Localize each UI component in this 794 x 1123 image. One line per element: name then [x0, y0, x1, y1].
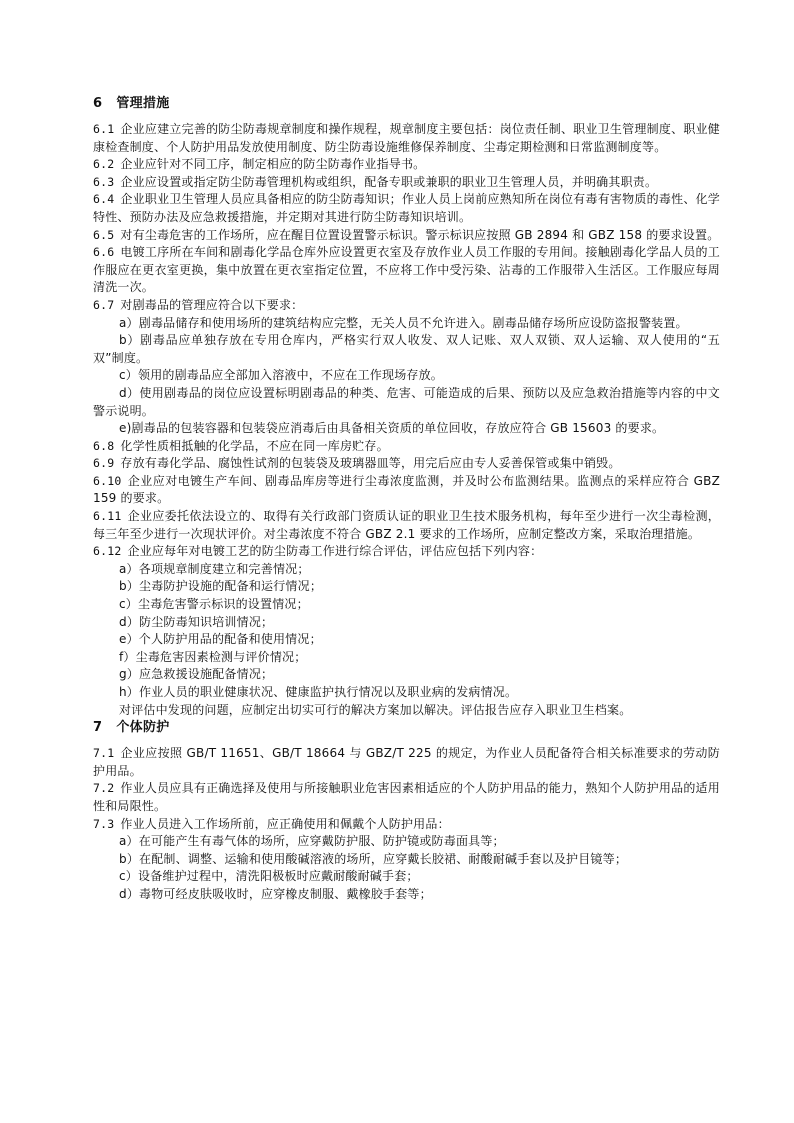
clause-6-6 — [93, 244, 720, 297]
clause-6-1 — [93, 121, 720, 156]
document-page — [93, 95, 720, 904]
clause-6-12 — [93, 543, 720, 561]
clause-text: 企业应建立完善的防尘防毒规章制度和操作规程，规章制度主要包括：岗位责任制、职业卫生管理制度、职业健康检查制度、个人防护用品发放使用制度、防尘防毒设施维修保养制度、尘毒定期检测和日常监测制度等。 — [93, 122, 720, 154]
clause-6-2 — [93, 156, 720, 174]
list-item: c）设备维护过程中，清洗阳极板时应戴耐酸耐碱手套； — [119, 869, 419, 884]
clause-text: 对有尘毒危害的工作场所，应在醒目位置设置警示标识。警示标识应按照 GB 2894 和 GBZ 158 的要求设置。 — [120, 227, 720, 242]
clause-6-3 — [93, 174, 720, 192]
section-7-heading — [93, 719, 720, 737]
list-item: h）作业人员的职业健康状况、健康监护执行情况以及职业病的发病情况。 — [119, 685, 518, 699]
clause-number: 6.11 — [93, 509, 122, 524]
list-item: d）防尘防毒知识培训情况； — [119, 614, 274, 629]
clause-text: 化学性质相抵触的化学品，不应在同一库房贮存。 — [120, 438, 389, 453]
clause-number: 6.7 — [93, 297, 115, 312]
clause-7-3 — [93, 816, 720, 834]
clause-text: 作业人员进入工作场所前，应正确使用和佩戴个人防护用品： — [120, 816, 450, 831]
clause-number: 6.9 — [93, 456, 115, 471]
clause-number: 6.4 — [93, 192, 115, 207]
clause-number: 6.1 — [93, 122, 115, 136]
clause-text: 对剧毒品的管理应符合以下要求： — [120, 297, 304, 312]
list-item: b）剧毒品应单独存放在专用仓库内，严格实行双人收发、双人记账、双人双锁、双人运输、双人使用的“五双”制度。 — [93, 333, 720, 365]
clause-text: 企业应按照 GB/T 11651、GB/T 18664 与 GBZ/T 225 的规定，为作业人员配备符合相关标准要求的劳动防护用品。 — [93, 746, 720, 778]
list-item: b）尘毒防护设施的配备和运行情况； — [119, 579, 323, 594]
clause-number: 6.5 — [93, 227, 115, 242]
clause-text: 企业应设置或指定防尘防毒管理机构或组织，配备专职或兼职的职业卫生管理人员，并明确其职责。 — [120, 174, 658, 189]
list-item: e)剧毒品的包装容器和包装袋应消毒后由具备相关资质的单位回收，存放应符合 GB 15603 的要求。 — [119, 421, 665, 436]
clause-6-9 — [93, 455, 720, 473]
list-item: b）在配制、调整、运输和使用酸碱溶液的场所，应穿戴长胶裙、耐酸耐碱手套以及护目镜等； — [119, 851, 628, 866]
list-item: g）应急救援设施配备情况； — [119, 667, 274, 682]
clause-6-7 — [93, 297, 720, 315]
list-item: a）各项规章制度建立和完善情况； — [119, 561, 310, 576]
clause-number: 7.3 — [93, 816, 115, 831]
list-item: a）在可能产生有毒气体的场所，应穿戴防护服、防护镜或防毒面具等； — [119, 834, 505, 849]
clause-text: 企业应对电镀生产车间、剧毒品库房等进行尘毒浓度监测，并及时公布监测结果。监测点的采样应符合 GBZ 159 的要求。 — [93, 473, 720, 506]
clause-number: 6.3 — [93, 174, 115, 189]
clause-number: 7.1 — [93, 746, 115, 761]
section-title: 管理措施 — [116, 96, 170, 111]
section-6-heading — [93, 95, 720, 113]
section-number: 7 — [93, 720, 103, 736]
list-item: c）领用的剧毒品应全部加入溶液中，不应在工作现场存放。 — [119, 368, 443, 383]
clause-text: 企业应每年对电镀工艺的防尘防毒工作进行综合评估，评估应包括下列内容： — [127, 544, 543, 559]
clause-number: 6.12 — [93, 544, 122, 559]
clause-text: 企业应委托依法设立的、取得有关行政部门资质认证的职业卫生技术服务机构，每年至少进行一次尘毒检测，每三年至少进行一次现状评价。对尘毒浓度不符合 GBZ 2.1 要求的工作场所，应制定整改方案，采取治理措施。 — [93, 509, 720, 541]
clause-text: 电镀工序所在车间和剧毒化学品仓库外应设置更衣室及存放作业人员工作服的专用间。接触剧毒化学品人员的工作服应在更衣室更换，集中放置在更衣室指定位置，不应将工作中受污染、沾毒的工作服带入生活区。工作服应每周清洗一次。 — [93, 245, 720, 295]
list-item: c）尘毒危害警示标识的设置情况； — [119, 597, 309, 612]
clause-number: 6.10 — [93, 473, 122, 488]
section-title: 个体防护 — [116, 720, 170, 736]
clause-text: 作业人员应具有正确选择及使用与所接触职业危害因素相适应的个人防护用品的能力，熟知个人防护用品的适用性和局限性。 — [93, 781, 720, 813]
clause-6-4 — [93, 191, 720, 226]
clause-6-11 — [93, 508, 720, 543]
list-item: e）个人防护用品的配备和使用情况； — [119, 632, 322, 647]
clause-7-1 — [93, 745, 720, 780]
clause-number: 7.2 — [93, 781, 115, 796]
clause-number: 6.6 — [93, 245, 115, 260]
clause-6-5 — [93, 227, 720, 245]
clause-text: 企业应针对不同工序，制定相应的防尘防毒作业指导书。 — [120, 157, 426, 172]
section-number: 6 — [93, 96, 103, 111]
clause-6-8 — [93, 438, 720, 456]
clause-number: 6.8 — [93, 438, 115, 453]
list-item: a）剧毒品储存和使用场所的建筑结构应完整，无关人员不允许进入。剧毒品储存场所应设防盗报警装置。 — [119, 315, 688, 330]
list-item: d）毒物可经皮肤吸收时，应穿橡皮制服、戴橡胶手套等； — [119, 886, 432, 901]
clause-7-2 — [93, 780, 720, 815]
clause-6-10 — [93, 473, 720, 508]
clause-text: 企业职业卫生管理人员应具备相应的防尘防毒知识；作业人员上岗前应熟知所在岗位有毒有害物质的毒性、化学特性、预防办法及应急救援措施，并定期对其进行防尘防毒知识培训。 — [93, 192, 720, 224]
list-item: f）尘毒危害因素检测与评价情况； — [119, 649, 307, 664]
clause-number: 6.2 — [93, 157, 115, 172]
closing-paragraph: 对评估中发现的问题，应制定出切实可行的解决方案加以解决。评估报告应存入职业卫生档案。 — [119, 702, 632, 717]
clause-text: 存放有毒化学品、腐蚀性试剂的包装袋及玻璃器皿等，用完后应由专人妥善保管或集中销毁。 — [120, 456, 621, 471]
list-item: d）使用剧毒品的岗位应设置标明剧毒品的种类、危害、可能造成的后果、预防以及应急救治措施等内容的中文警示说明。 — [93, 385, 720, 418]
